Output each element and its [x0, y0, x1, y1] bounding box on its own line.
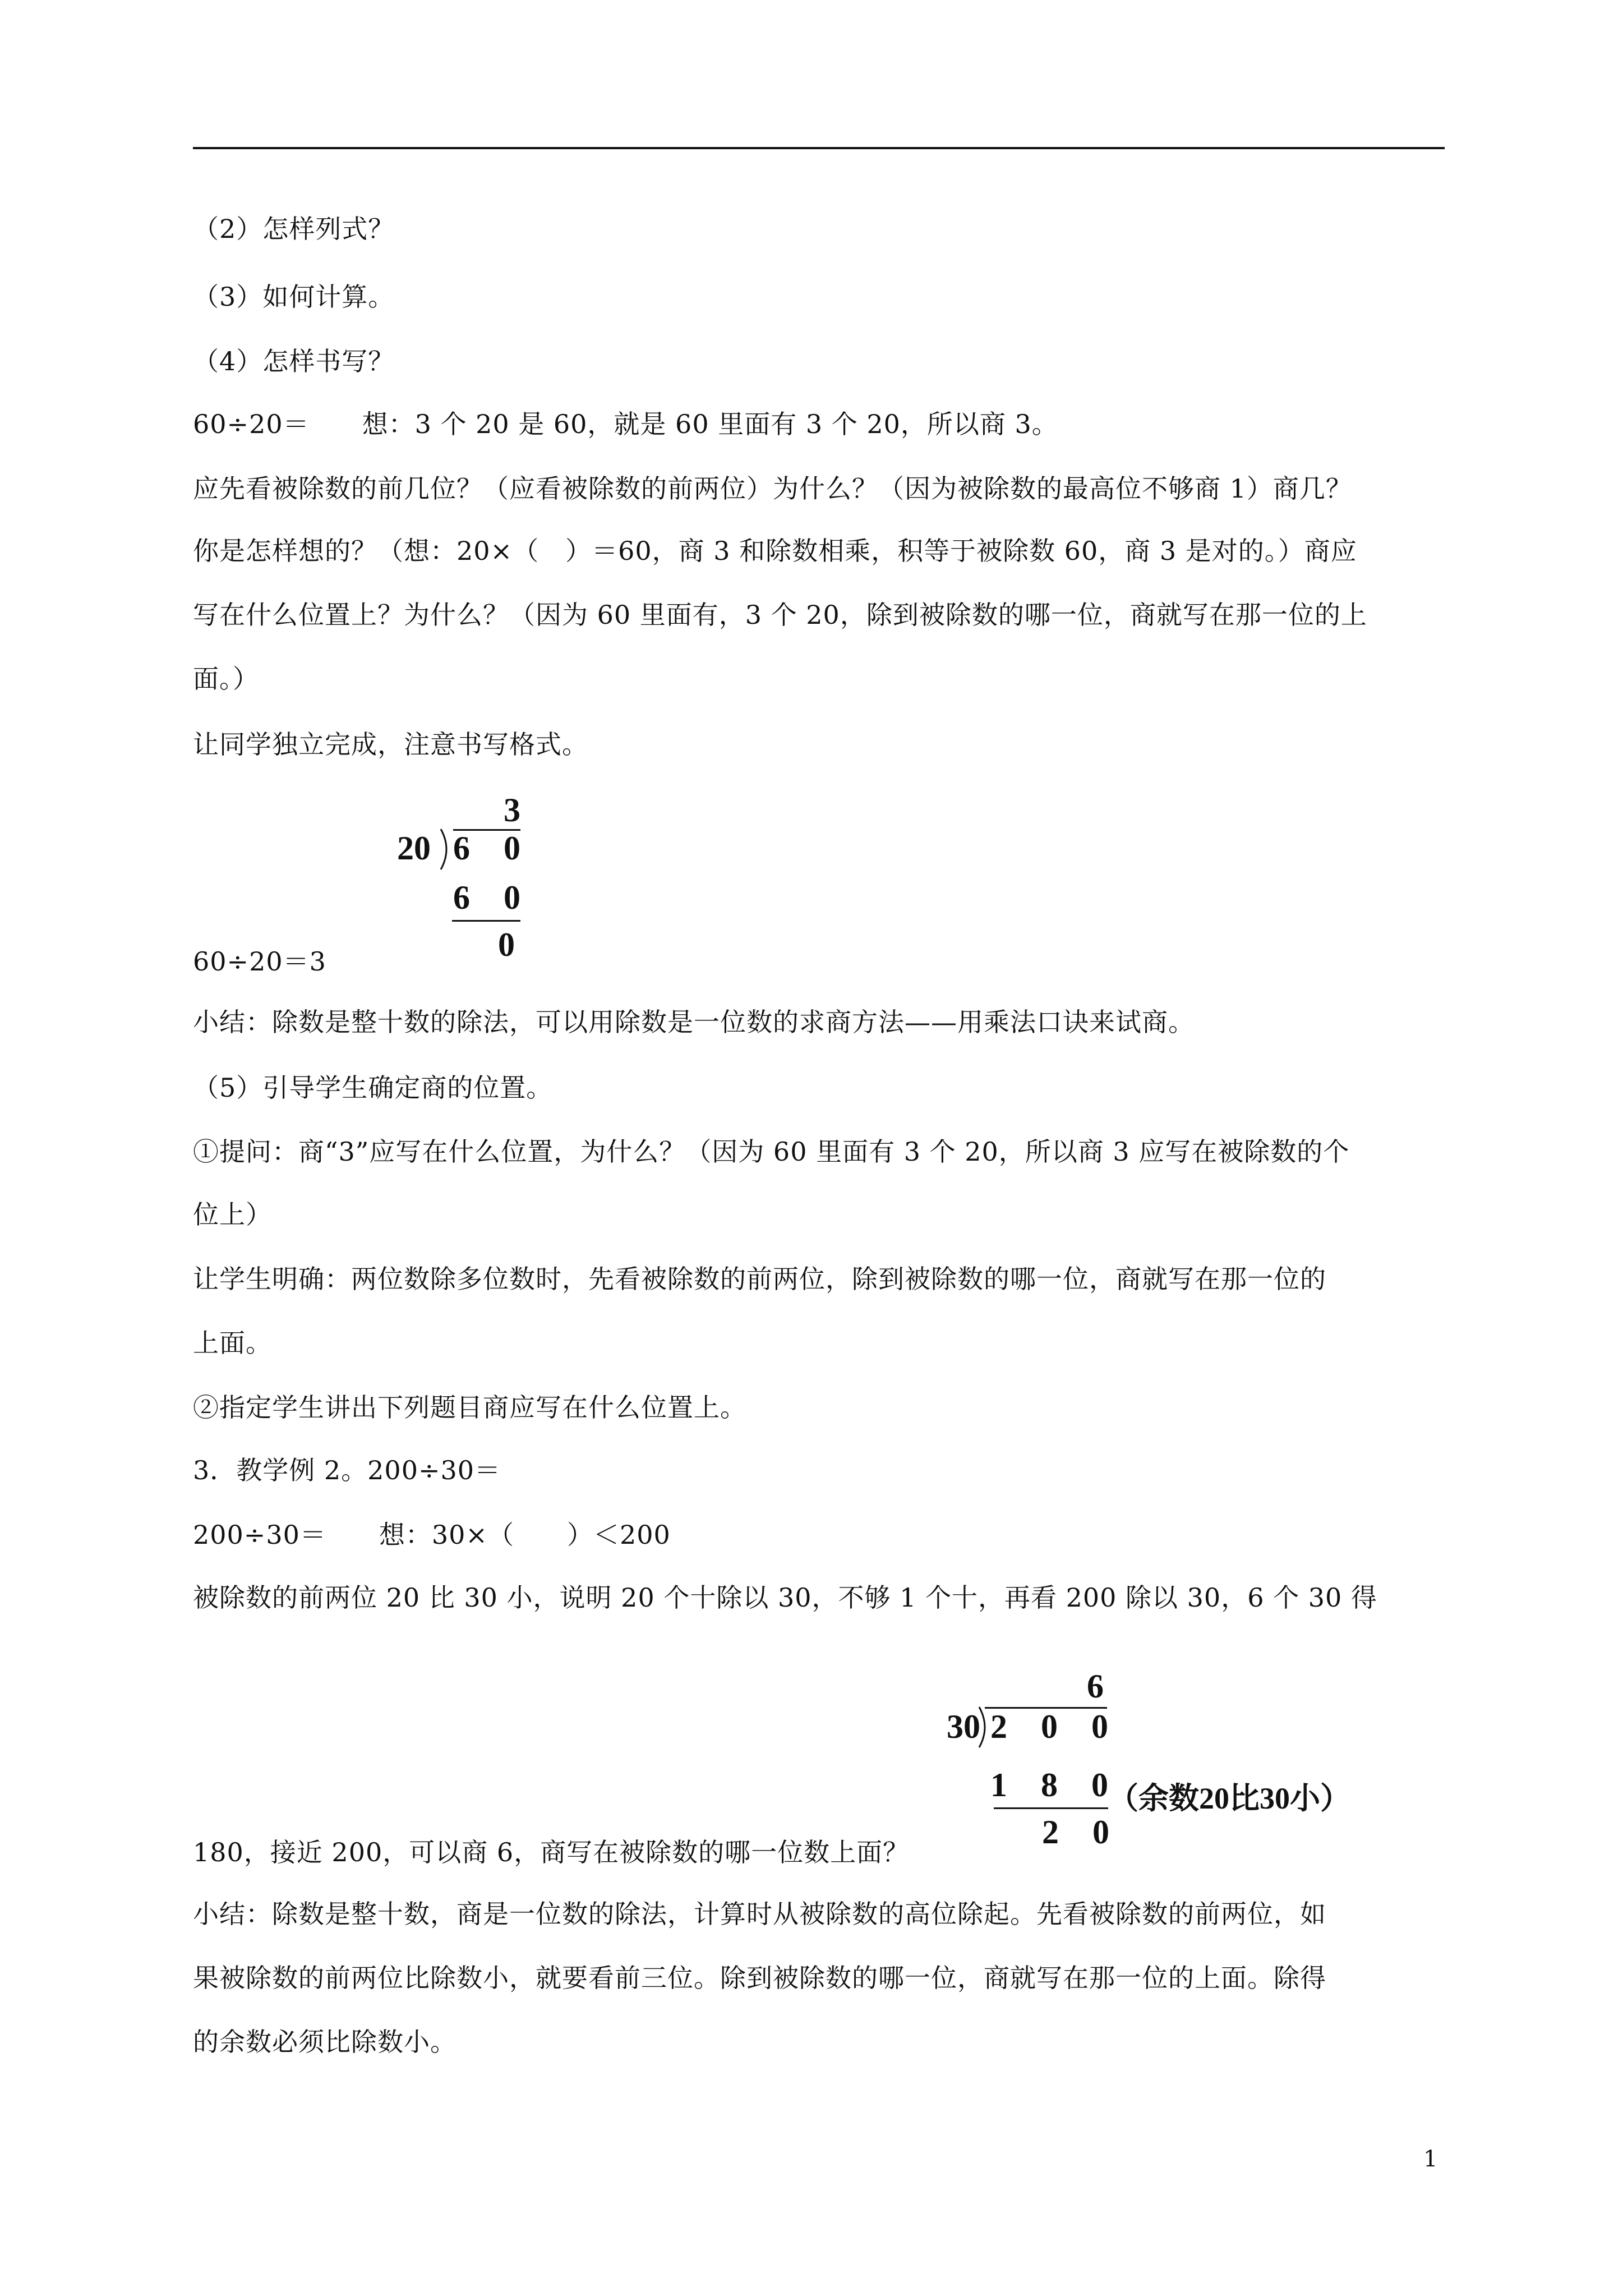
remainder-note: （余数20比30小） — [1108, 1782, 1350, 1815]
text-line: 小结：除数是整十数，商是一位数的除法，计算时从被除数的高位除起。先看被除数的前两位，如 — [193, 1899, 1326, 1929]
page-number: 1 — [1423, 2146, 1438, 2172]
header-rule — [193, 147, 1445, 149]
product: 6 0 — [453, 879, 520, 916]
text-line: ①提问：商“3”应写在什么位置，为什么？（因为 60 里面有 3 个 20，所以商 3 应写在被除数的个 — [193, 1137, 1350, 1167]
text-line: 应先看被除数的前几位？（应看被除数的前两位）为什么？（因为被除数的最高位不够商 1）商几？ — [193, 473, 1352, 504]
dividend: 2 0 0 — [990, 1708, 1108, 1745]
divisor: 20 — [397, 830, 431, 867]
text-line: 被除数的前两位 20 比 30 小，说明 20 个十除以 30，不够 1 个十，再看 200 除以 30，6 个 30 得 — [193, 1582, 1377, 1613]
subtraction-line — [452, 920, 520, 922]
remainder: 2 0 — [1042, 1814, 1109, 1851]
dividend: 6 0 — [453, 830, 520, 867]
text-line: 小结：除数是整十数的除法，可以用除数是一位数的求商方法——用乘法口诀来试商。 — [193, 1007, 1195, 1037]
text-line: （4）怎样书写？ — [193, 346, 395, 376]
text-line: 180，接近 200，可以商 6，商写在被除数的哪一位数上面？ — [193, 1837, 910, 1867]
text-line: 上面。 — [193, 1328, 272, 1358]
division-bracket — [437, 828, 454, 871]
text-line: ②指定学生讲出下列题目商应写在什么位置上。 — [193, 1392, 746, 1423]
text-line: 你是怎样想的？（想：20×（ ）＝60，商 3 和除数相乘，积等于被除数 60，商 3 是对的。）商应 — [193, 536, 1357, 566]
remainder: 0 — [498, 926, 515, 963]
text-line: 让学生明确：两位数除多位数时，先看被除数的前两位，除到被除数的哪一位，商就写在那一位的 — [193, 1264, 1326, 1294]
text-line: 60÷20＝ 想：3 个 20 是 60，就是 60 里面有 3 个 20，所以商 3。 — [193, 409, 1058, 439]
text-line: 位上） — [193, 1199, 272, 1230]
quotient: 6 — [1087, 1668, 1104, 1705]
text-line: （3）如何计算。 — [193, 282, 395, 312]
text-line: 果被除数的前两位比除数小，就要看前三位。除到被除数的哪一位，商就写在那一位的上面。除得 — [193, 1963, 1326, 1993]
text-line: （5）引导学生确定商的位置。 — [193, 1073, 553, 1103]
text-line: 3．教学例 2。200÷30＝ — [193, 1455, 501, 1485]
text-line: （2）怎样列式？ — [193, 214, 395, 244]
text-line: 面。） — [193, 664, 259, 694]
text-line: 200÷30＝ 想：30×（ ）＜200 — [193, 1520, 671, 1550]
quotient: 3 — [504, 792, 520, 829]
text-line: 写在什么位置上？为什么？（因为 60 里面有，3 个 20，除到被除数的哪一位，商就写在那一位的上 — [193, 600, 1367, 630]
text-line: 60÷20＝3 — [193, 946, 326, 977]
divisor: 30 — [947, 1708, 980, 1745]
subtraction-line — [994, 1807, 1108, 1809]
text-line: 的余数必须比除数小。 — [193, 2027, 457, 2057]
text-line: 让同学独立完成，注意书写格式。 — [193, 729, 588, 760]
product: 1 8 0 — [990, 1766, 1108, 1803]
